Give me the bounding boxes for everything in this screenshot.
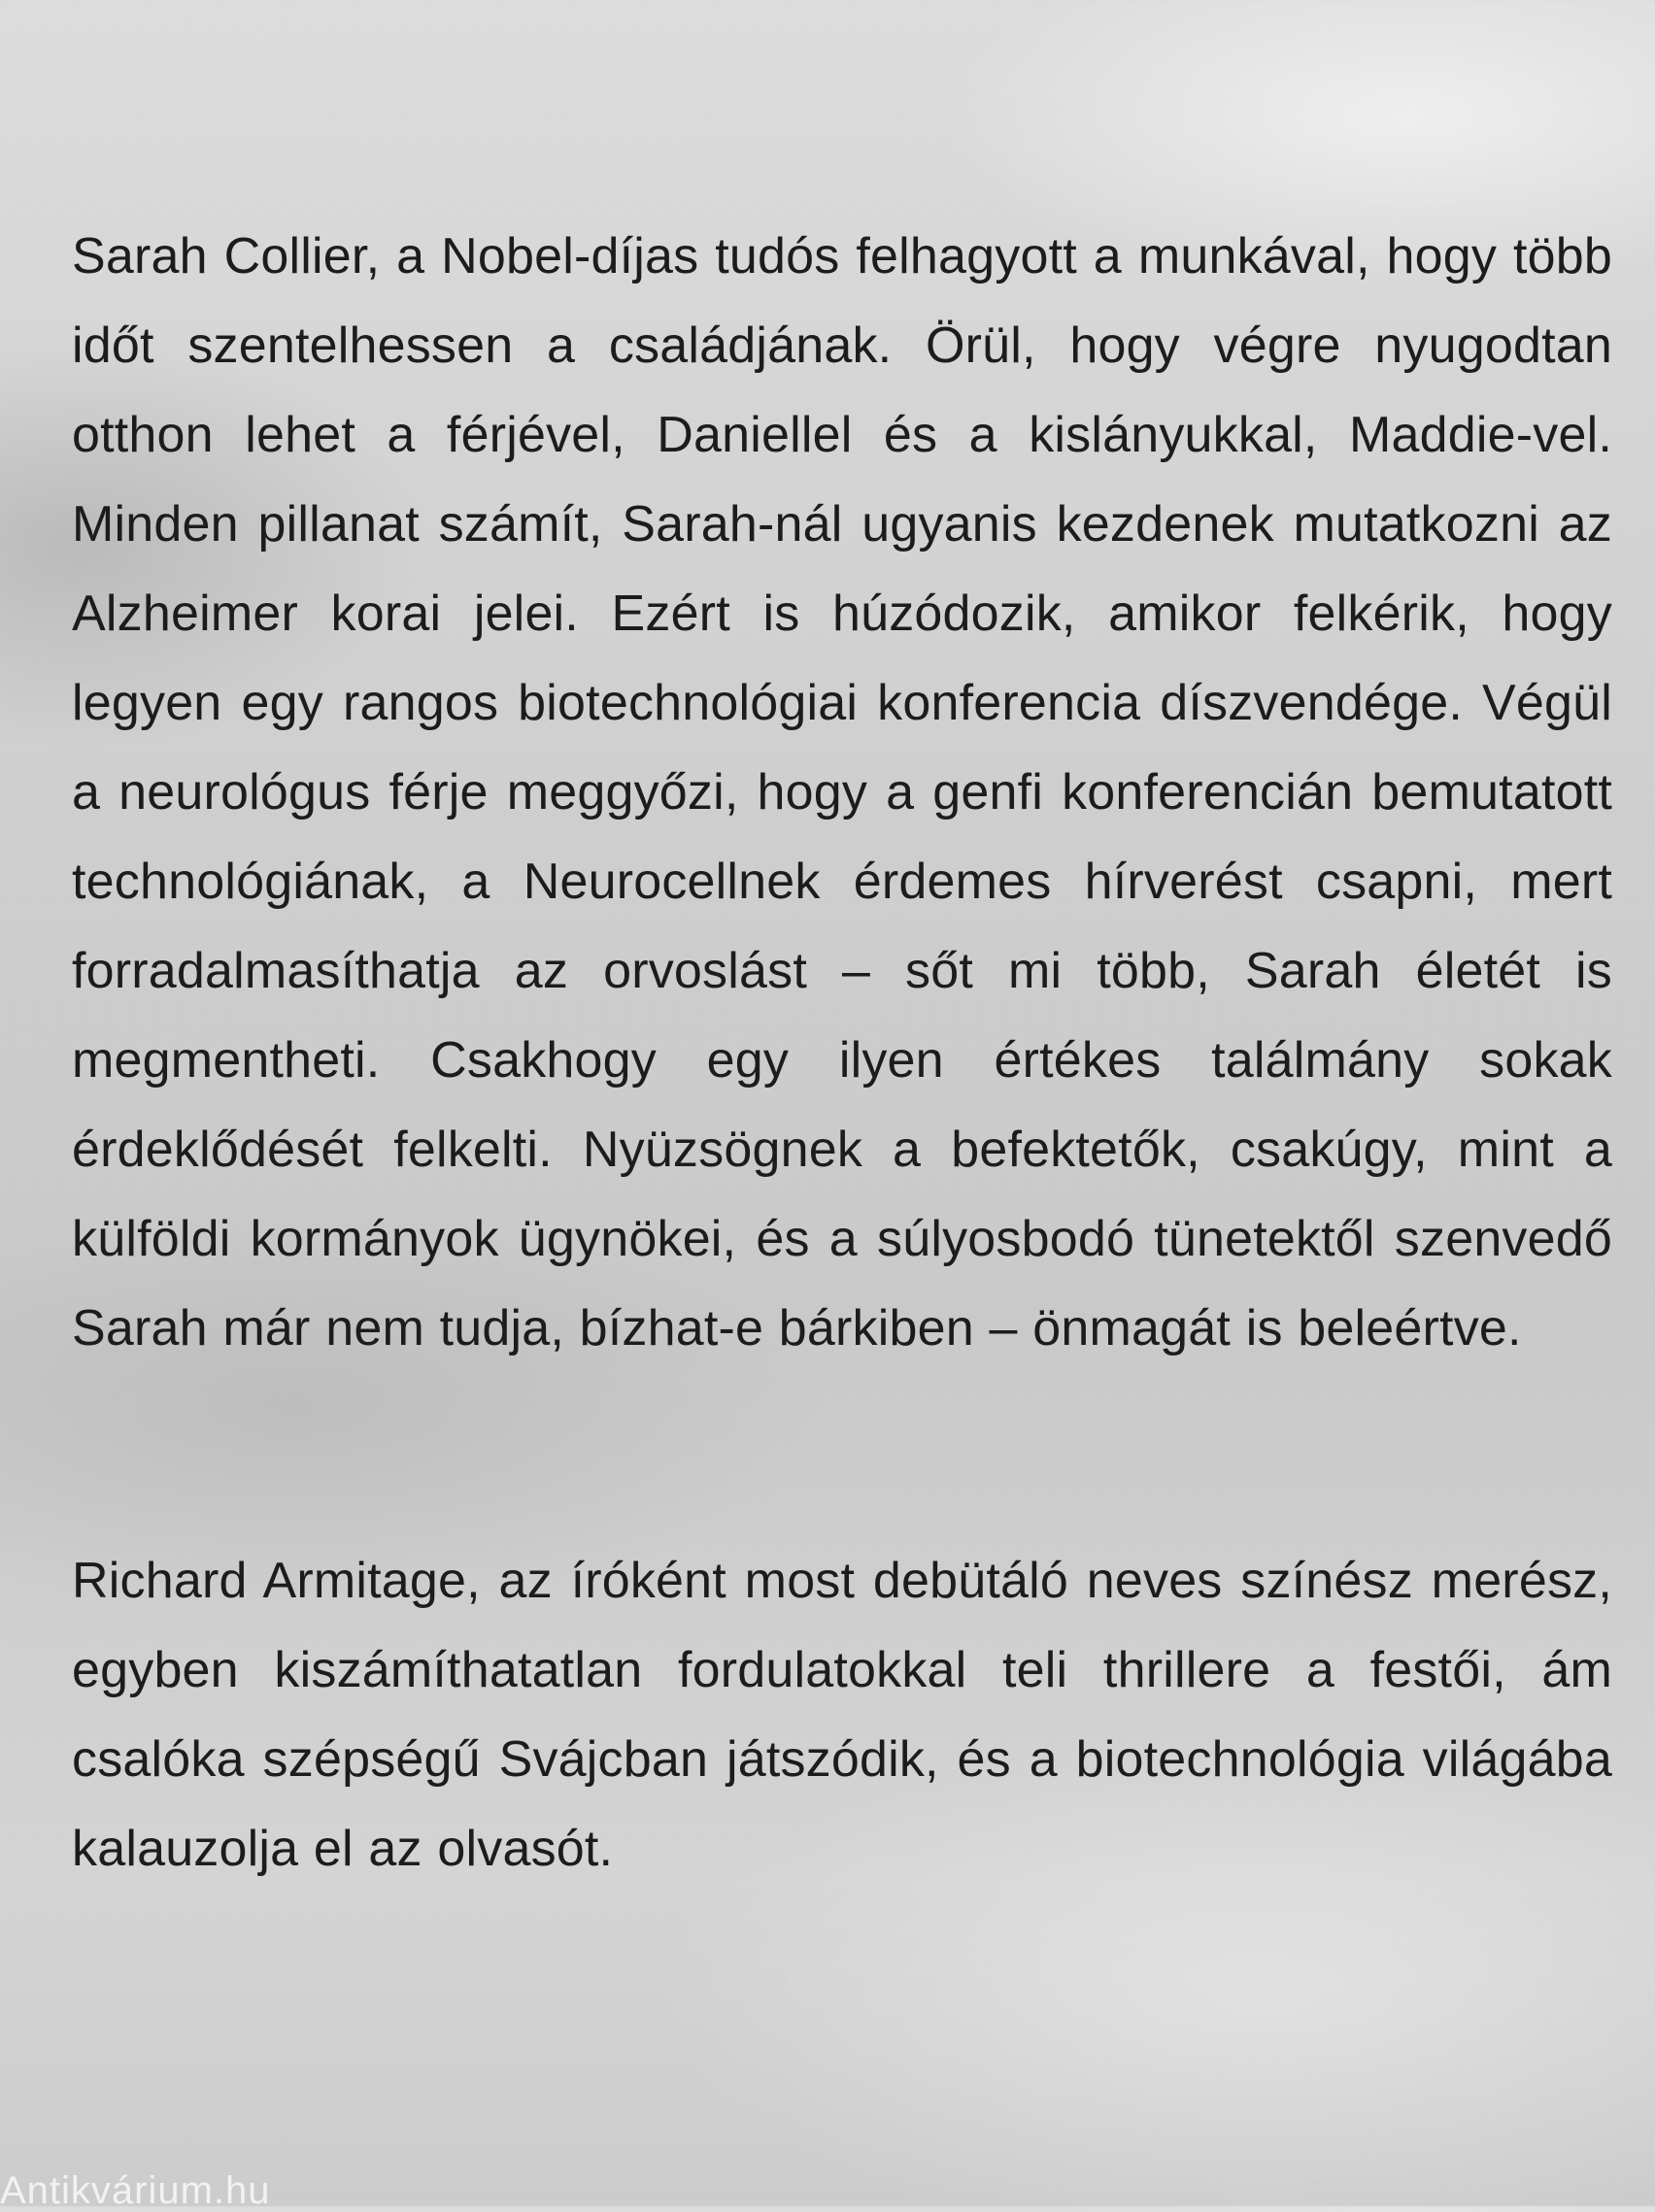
watermark-text: Antikvárium.hu xyxy=(0,2169,271,2212)
blurb-paragraph-synopsis: Sarah Collier, a Nobel-díjas tudós felhagyott a munkával, hogy több időt szentelhessen a családjának. Örül, hogy végre nyugodtan otthon lehet a férjével, Daniellel és a kislányukkal, Maddie-vel. Minden pillanat számít, Sarah-nál ugyanis kezdenek mutatkozni az Alzheimer korai jelei. Ezért is húzódozik, amikor felkérik, hogy legyen egy rangos biotechnológiai konferencia díszvendége. Végül a neurológus férje meggyőzi, hogy a genfi konferencián bemutatott technológiának, a Neurocellnek érdemes hírverést csapni, mert forradalmasíthatja az orvoslást – sőt mi több, Sarah életét is megmentheti. Csakhogy egy ilyen értékes találmány sokak érdeklődését felkelti. Nyüzsögnek a befektetők, csakúgy, mint a külföldi kormányok ügynökei, és a súlyosbodó tünetektől szenvedő Sarah már nem tudja, bízhat-e bárkiben – önmagát is beleértve. xyxy=(72,228,1612,1357)
blurb-paragraph-author: Richard Armitage, az íróként most debütáló neves színész merész, egyben kiszámíthatatlan fordulatokkal teli thrillere a festői, ám csalóka szépségű Svájcban játszódik, és a biotechnológia világába kalauzolja el az olvasót. xyxy=(72,1553,1612,1877)
